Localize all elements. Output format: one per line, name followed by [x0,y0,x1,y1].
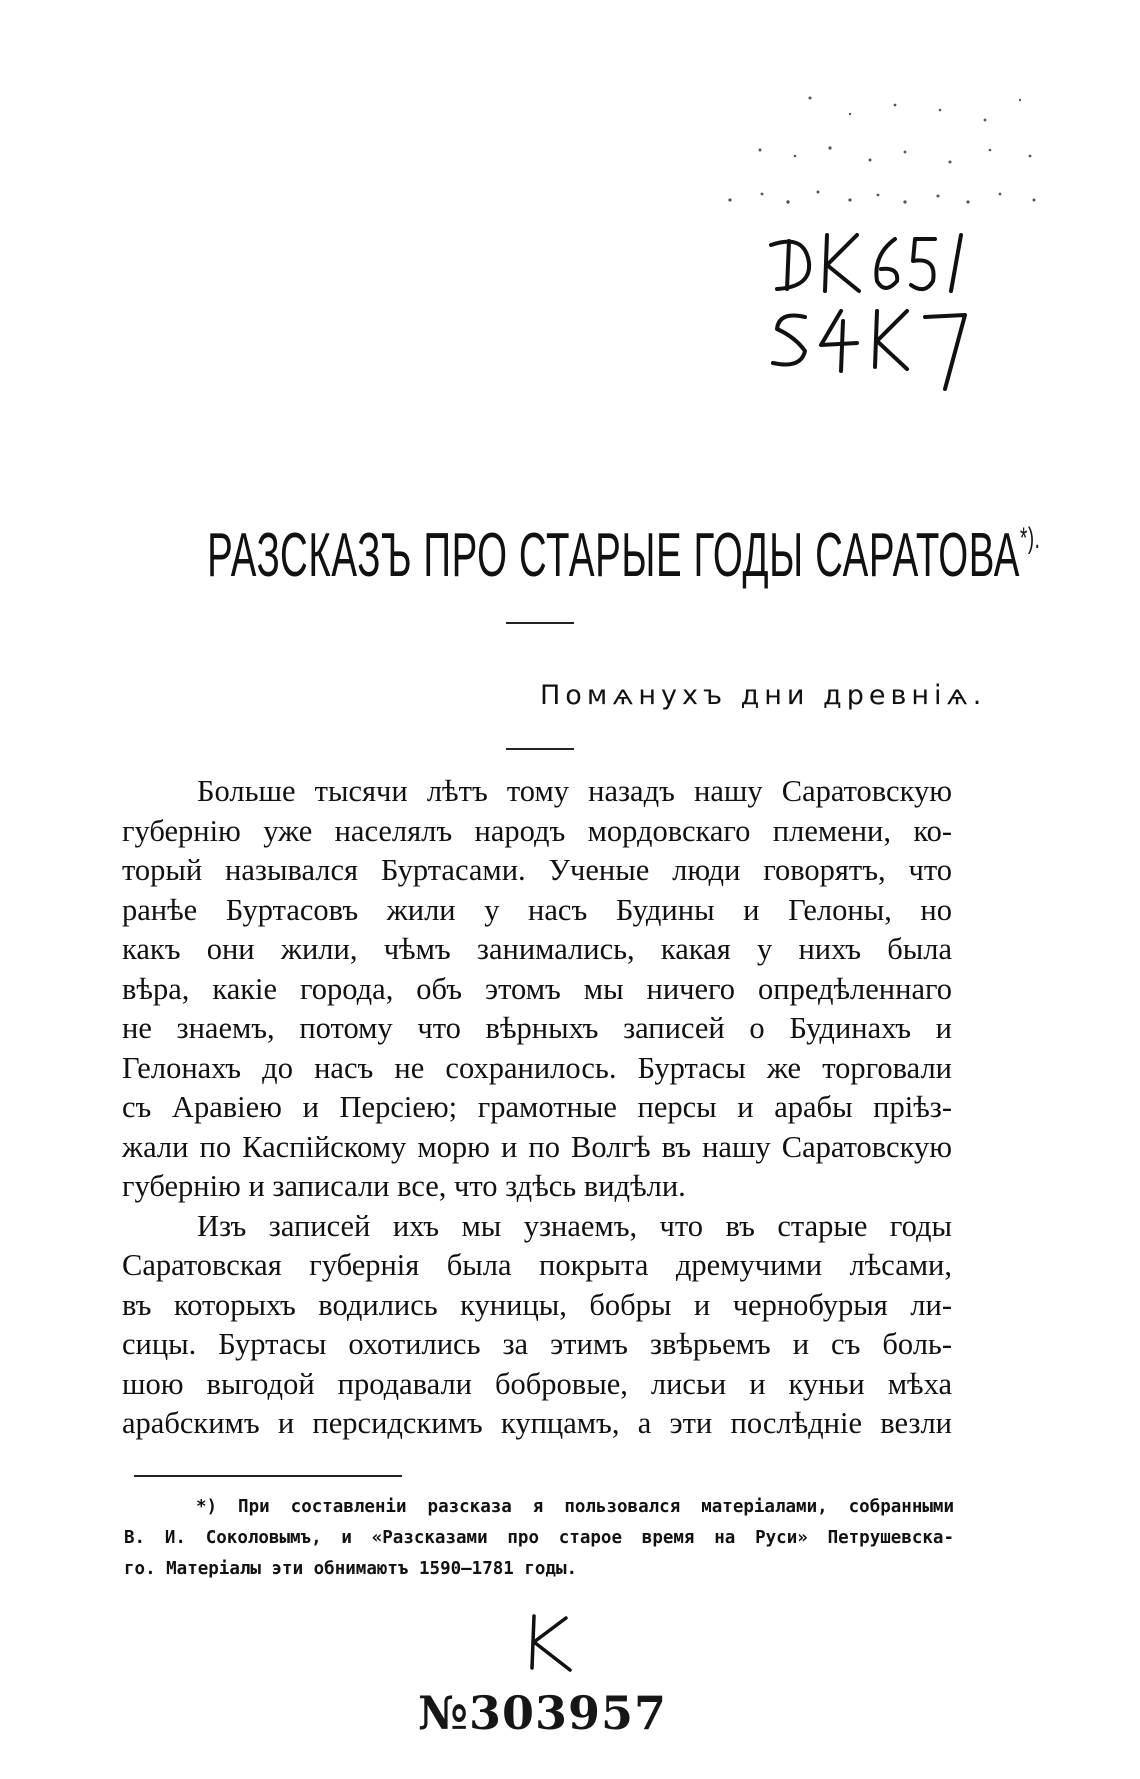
footnote-line: *) При составленiи разсказа я пользовался матерiалами, собранными [196,1497,954,1517]
faded-stamp-specks [700,90,1060,220]
body-line: какъ они жили, чѣмъ занимались, какая у нихъ была [122,932,952,966]
epigraph-divider [506,748,574,750]
footnote [124,1492,954,1585]
body-line: не знаемъ, потому что вѣрныхъ записей о Будинахъ и [122,1011,952,1045]
body-line: Саратовская губернiя была покрыта дремучими лѣсами, [122,1248,952,1282]
body-line: ранѣе Буртасовъ жили у насъ Будины и Гелоны, но [122,892,952,927]
title-divider [506,622,574,624]
handwritten-call-number [765,225,985,395]
body-line: съ Аравiею и Персiею; грамотные персы и арабы прiѣз- [122,1090,952,1124]
body-line: въ которыхъ водились куницы, бобры и чернобурыя ли- [122,1287,952,1322]
title-footnote-marker: *). [1019,522,1041,555]
body-line: Больше тысячи лѣтъ тому назадъ нашу Саратовскую [197,774,952,808]
title-text: РАЗСКАЗЪ ПРО СТАРЫЕ ГОДЫ САРАТОВА [207,521,1020,590]
body-line: вѣра, какiе города, объ этомъ мы ничего опредѣленнаго [122,971,952,1006]
body-line: арабскимъ и персидскимъ купцамъ, а эти послѣднiе везли [122,1406,952,1440]
page-title [207,520,1041,591]
body-line: жали по Каспiйскому морю и по Волгѣ въ нашу Саратовскую [122,1129,952,1164]
body-line: торый назывался Буртасами. Ученые люди говорятъ, что [122,853,952,887]
body-line: Изъ записей ихъ мы узнаемъ, что въ старые годы [197,1208,952,1243]
footnote-divider [134,1475,402,1477]
body-line: сицы. Буртасы охотились за этимъ звѣрьемъ и съ боль- [122,1327,952,1361]
body-line: Гелонахъ до насъ не сохранилось. Буртасы же торговали [122,1050,952,1085]
footnote-line: го. Матерiалы эти обнимаютъ 1590—1781 годы. [124,1559,578,1579]
body-line: губернiю уже населялъ народъ мордовскаго племени, ко- [122,813,952,848]
handwritten-letter-mark [520,1612,580,1672]
body-text [122,772,952,1444]
inventory-stamp: №303957 [418,1686,668,1740]
footnote-line: В. И. Соколовымъ, и «Разсказами про старое время на Руси» Петрушевска- [124,1528,954,1548]
body-line: шою выгодой продавали бобровые, лисьи и куньи мѣха [122,1366,952,1401]
call-number-handwriting [765,225,985,395]
body-line: губернiю и записали все, что здѣсь видѣли. [122,1169,686,1203]
epigraph: Помѧнухъ дни древнiѧ. [540,680,987,711]
